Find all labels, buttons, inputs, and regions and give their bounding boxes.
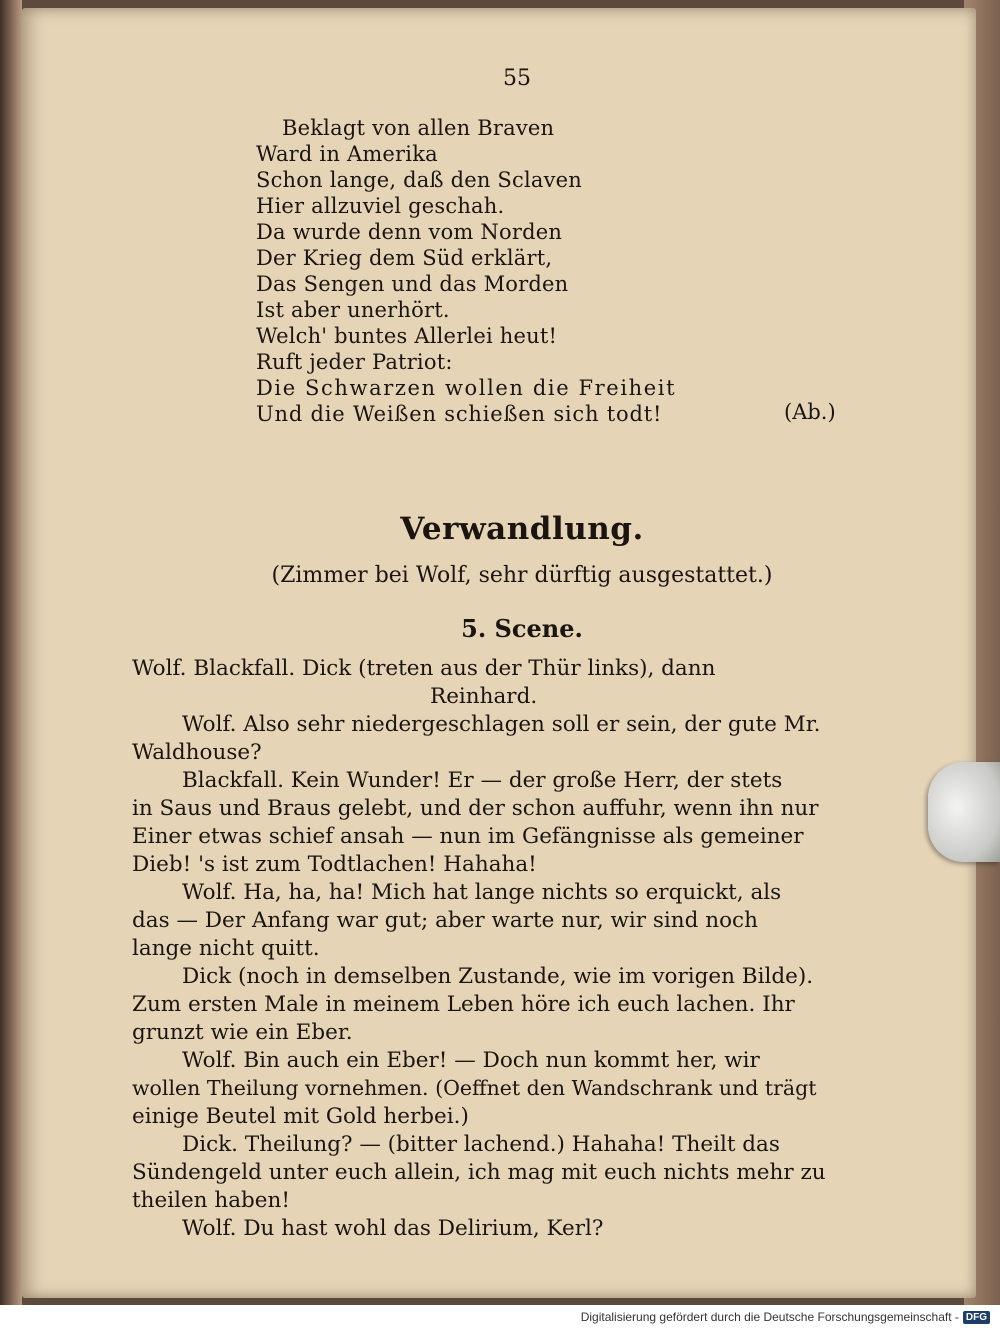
text-line: in Saus und Braus gelebt, und der schon auffuhr, wenn ihn nur xyxy=(132,796,819,821)
exit-direction: (Ab.) xyxy=(784,400,836,424)
verse-line: Ward in Amerika xyxy=(256,142,438,166)
verse-line: Das Sengen und das Morden xyxy=(256,272,569,296)
book-page xyxy=(22,8,976,1298)
setting-description: (Zimmer bei Wolf, sehr dürftig ausgestattet.) xyxy=(271,563,773,588)
verse-line: Schon lange, daß den Sclaven xyxy=(256,168,583,192)
page-number: 55 xyxy=(503,66,531,91)
text-line: das — Der Anfang war gut; aber warte nur, wir sind noch xyxy=(132,908,758,933)
text-line: Blackfall. Kein Wunder! Er — der große Herr, der stets xyxy=(182,768,783,793)
verse-line: Der Krieg dem Süd erklärt, xyxy=(256,246,553,270)
text-line: grunzt wie ein Eber. xyxy=(132,1020,353,1045)
dfg-logo-icon: DFG xyxy=(963,1311,990,1324)
text-line: Zum ersten Male in meinem Leben höre ich euch lachen. Ihr xyxy=(132,992,795,1017)
credit-text: Digitalisierung gefördert durch die Deutsche Forschungsgemeinschaft - xyxy=(580,1310,959,1324)
verse-line: Und die Weißen schießen sich todt! xyxy=(256,402,663,426)
text-line: einige Beutel mit Gold herbei.) xyxy=(132,1104,469,1129)
verse-line: Da wurde denn vom Norden xyxy=(256,220,563,244)
scene-heading: 5. Scene. xyxy=(461,614,583,643)
book-spine-edge xyxy=(0,0,22,1305)
verse-line: Beklagt von allen Braven xyxy=(282,116,555,140)
transformation-heading: Verwandlung. xyxy=(400,511,644,547)
text-line: Wolf. Blackfall. Dick (treten aus der Thür links), dann xyxy=(132,656,716,681)
verse-line: Welch' buntes Allerlei heut! xyxy=(256,324,558,348)
text-line: Dieb! 's ist zum Todtlachen! Hahaha! xyxy=(132,852,537,877)
verse-line: Die Schwarzen wollen die Freiheit xyxy=(256,376,677,400)
text-line: Einer etwas schief ansah — nun im Gefängnisse als gemeiner xyxy=(132,824,804,849)
text-line: Wolf. Ha, ha, ha! Mich hat lange nichts so erquickt, als xyxy=(182,880,782,905)
text-line: Wolf. Du hast wohl das Delirium, Kerl? xyxy=(182,1216,604,1241)
verse-line: Hier allzuviel geschah. xyxy=(256,194,505,218)
page-clip xyxy=(928,762,1000,862)
text-line: Reinhard. xyxy=(430,684,538,709)
text-line: theilen haben! xyxy=(132,1188,291,1213)
digitization-credit xyxy=(581,1310,990,1324)
text-line: wollen Theilung vornehmen. (Oeffnet den Wandschrank und trägt xyxy=(132,1076,817,1100)
text-line: Sündengeld unter euch allein, ich mag mit euch nichts mehr zu xyxy=(132,1160,826,1185)
text-line: lange nicht quitt. xyxy=(132,936,320,961)
text-line: Wolf. Bin auch ein Eber! — Doch nun kommt her, wir xyxy=(182,1048,760,1073)
text-line: Waldhouse? xyxy=(132,740,262,765)
text-line: Wolf. Also sehr niedergeschlagen soll er sein, der gute Mr. xyxy=(182,712,821,737)
verse-line: Ist aber unerhört. xyxy=(256,298,450,322)
text-line: Dick. Theilung? — (bitter lachend.) Hahaha! Theilt das xyxy=(182,1132,780,1157)
verse-line: Ruft jeder Patriot: xyxy=(256,350,453,374)
text-line: Dick (noch in demselben Zustande, wie im vorigen Bilde). xyxy=(182,964,814,989)
